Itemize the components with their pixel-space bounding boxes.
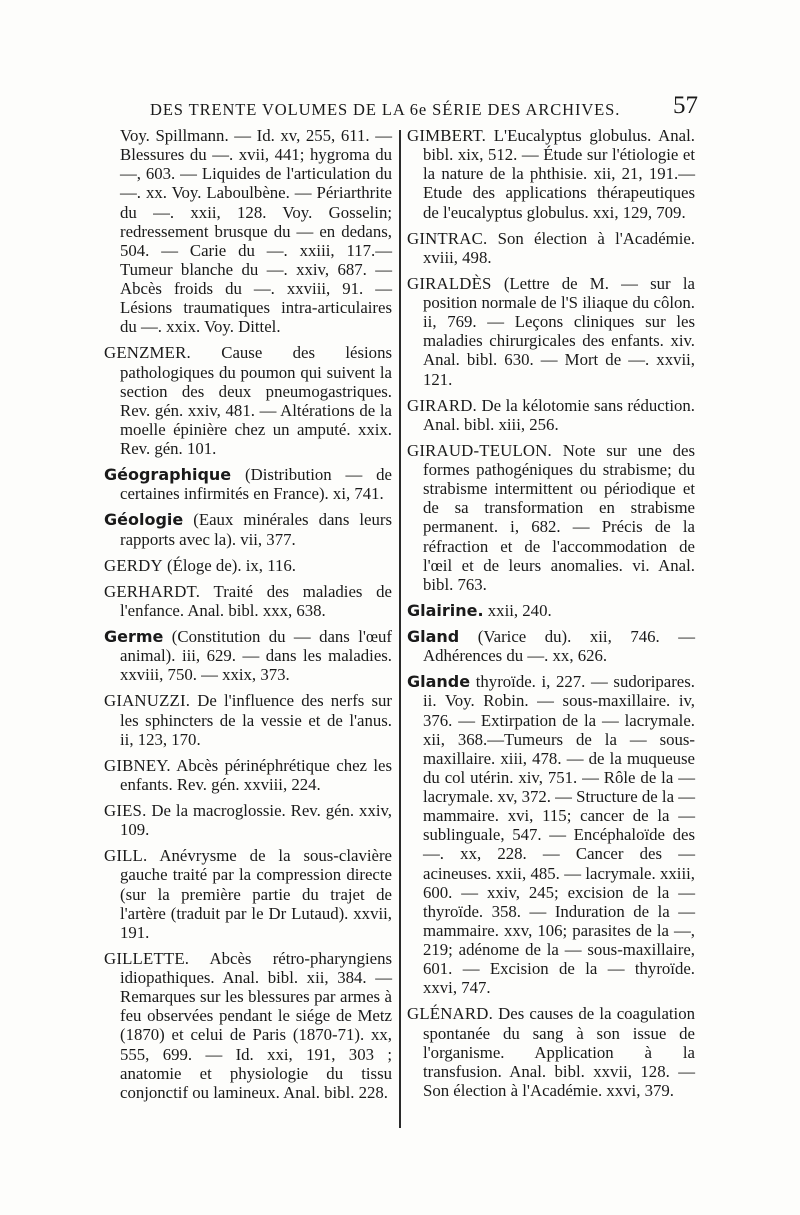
- entry-headword: GIRAUD-TEULON.: [407, 440, 552, 460]
- entry-headword: GIES.: [104, 801, 147, 820]
- index-entry: [104, 756, 392, 794]
- index-entry: [104, 510, 392, 548]
- entry-text: (Eaux minérales dans leurs rapports avec la). vii, 377.: [120, 510, 392, 549]
- index-entry: [407, 1004, 695, 1100]
- index-entry: [407, 601, 695, 620]
- index-entry: [407, 396, 695, 434]
- entry-headword: GINTRAC.: [407, 228, 488, 248]
- right-column: [407, 126, 695, 1107]
- entry-text: L'Eucalyptus globulus. Anal. bibl. xix, 512. — Étude sur l'étiologie et la nature de la phthisie. xii, 21, 191.— Etude des applications thérapeutiques de l'eucalyptus globulus. xxi, 129, 709.: [423, 126, 695, 222]
- index-entry: [104, 343, 392, 458]
- index-entry: [104, 691, 392, 748]
- entry-headword: GILL.: [104, 846, 148, 866]
- left-column: [104, 126, 392, 1109]
- entry-text: (Éloge de). ix, 116.: [162, 555, 296, 575]
- entry-text: De la kélotomie sans réduction. Anal. bibl. xiii, 256.: [423, 395, 695, 434]
- entry-text: Anévrysme de la sous-clavière gauche traité par la compression directe (sur la première partie du trajet de l'artère (traduit par le Dr Lutaud). xxvii, 191.: [120, 846, 392, 942]
- entry-text: Abcès rétro-pharyngiens idiopathiques. Anal. bibl. xii, 384. — Remarques sur les blessures par armes à feu observées pendant le siége de Metz (1870) et celui de Paris (1870-71). xx, 555, 699. — Id. xxi, 191, 303 ; anatomie et physiologie du tissu conjonctif ou lamineux. Anal. bibl. 228.: [120, 948, 392, 1102]
- entry-headword: GIMBERT.: [407, 126, 487, 145]
- entry-text: (Varice du). xii, 746. — Adhérences du —. xx, 626.: [423, 627, 695, 666]
- index-entry: [407, 274, 695, 389]
- index-entry: [104, 801, 392, 839]
- index-entry: [104, 949, 392, 1102]
- entry-text: Note sur une des formes pathogéniques du strabisme; du strabisme intermittent ou périodique et de sa transformation en strabisme permanent. i, 682. — Précis de la réfraction et de l'accommodation de l'œil et de leurs anomalies. vi. Anal. bibl. 763.: [423, 440, 695, 594]
- index-entry: [407, 441, 695, 594]
- entry-text: Son élection à l'Académie. xviii, 498.: [423, 228, 695, 267]
- entry-headword: Gland: [407, 627, 460, 646]
- entry-text: (Constitution du — dans l'œuf animal). iii, 629. — dans les maladies. xxviii, 750. — xxix, 373.: [120, 627, 392, 685]
- index-columns: [104, 126, 710, 1136]
- entry-text: Traité des maladies de l'enfance. Anal. bibl. xxx, 638.: [120, 581, 392, 620]
- entry-headword: GIANUZZI.: [104, 691, 191, 711]
- running-title: DES TRENTE VOLUMES DE LA 6e SÉRIE DES ARCHIVES.: [150, 100, 621, 119]
- entry-headword: GLÉNARD.: [407, 1004, 493, 1024]
- index-entry: [407, 126, 695, 222]
- index-entry: [104, 627, 392, 684]
- entry-text: Des causes de la coagulation spontanée du sang à son issue de l'organisme. Application à la transfusion. Anal. bibl. xxvii, 128. — Son élection à l'Académie. xxvi, 379.: [423, 1004, 695, 1100]
- entry-text: Abcès périnéphrétique chez les enfants. Rev. gén. xxviii, 224.: [120, 755, 392, 794]
- entry-headword: GERDY: [104, 555, 163, 575]
- index-entry: [407, 627, 695, 665]
- entry-text: Cause des lésions pathologiques du poumon qui suivent la section des deux pneumogastriques. Rev. gén. xxiv, 481. — Altérations de la moelle épinière chez un amputé. xxix. Rev. gén. 101.: [120, 343, 392, 458]
- index-entry: [407, 229, 695, 267]
- entry-headword: Germe: [104, 627, 164, 646]
- entry-text: De la macroglossie. Rev. gén. xxiv, 109.: [120, 801, 392, 840]
- entry-headword: GENZMER.: [104, 343, 191, 363]
- entry-headword: GIRALDÈS: [407, 273, 492, 293]
- index-entry: [104, 556, 392, 575]
- entry-text: thyroïde. i, 227. — sudoripares. ii. Voy. Robin. — sous-maxillaire. iv, 376. — Extirpation de la — lacrymale. xii, 368.—Tumeurs de la — sous-maxillaire. xiii, 478. — de la muqueuse du col utérin. xiv, 751. — Rôle de la — lacrymale. xv, 372. — Structure de la — mammaire. xvi, 115; cancer de la — sublinguale, 547. — Encéphaloïde des —. xx, 228. — Cancer des — acineuses. xxii, 485. — lacrymale. xxiii, 600. — xxiv, 245; excision de la — thyroïde. 358. — Induration de la — mammaire. xxv, 106; parasites de la —, 219; adénome de la — sous-maxillaire, 601. — Excision de la — thyroïde. xxvi, 747.: [423, 672, 695, 998]
- entry-headword: Glairine.: [407, 600, 484, 620]
- index-entry: [104, 846, 392, 942]
- entry-headword: GIBNEY.: [104, 755, 171, 775]
- entry-headword: GIRARD.: [407, 395, 477, 415]
- index-entry: [104, 582, 392, 620]
- index-entry: [407, 672, 695, 997]
- index-entry: [104, 126, 392, 336]
- entry-headword: Glande: [407, 672, 471, 692]
- entry-headword: Géologie: [104, 510, 184, 530]
- page-number: 57: [673, 92, 698, 119]
- entry-text: De l'influence des nerfs sur les sphincters de la vessie et de l'anus. ii, 123, 170.: [120, 691, 392, 749]
- entry-text: Voy. Spillmann. — Id. xv, 255, 611. — Blessures du —. xvii, 441; hygroma du —, 603. — Liquides de l'articulation du —. xx. Voy. Laboulbène. — Périarthrite du —. xxii, 128. Voy. Gosselin; redressement brusque du — en dedans, 504. — Carie du —. xxiii, 117.— Tumeur blanche du —. xxiv, 687. — Abcès froids du —. xxviii, 91. — Lésions traumatiques intra-articulaires du —. xxix. Voy. Dittel.: [120, 126, 392, 337]
- index-entry: [104, 465, 392, 503]
- entry-text: xxii, 240.: [483, 600, 552, 620]
- entry-text: (Distribution — de certaines infirmités en France). xi, 741.: [120, 465, 392, 504]
- entry-text: (Lettre de M. — sur la position normale de l'S iliaque du côlon. ii, 769. — Leçons cliniques sur les maladies chirurgicales des enfants. xiv. Anal. bibl. 630. — Mort de —. xxvii, 121.: [423, 273, 695, 389]
- entry-headword: GILLETTE.: [104, 948, 190, 968]
- column-divider: [399, 130, 401, 1128]
- entry-headword: Géographique: [104, 465, 232, 485]
- entry-headword: GERHARDT.: [104, 581, 201, 601]
